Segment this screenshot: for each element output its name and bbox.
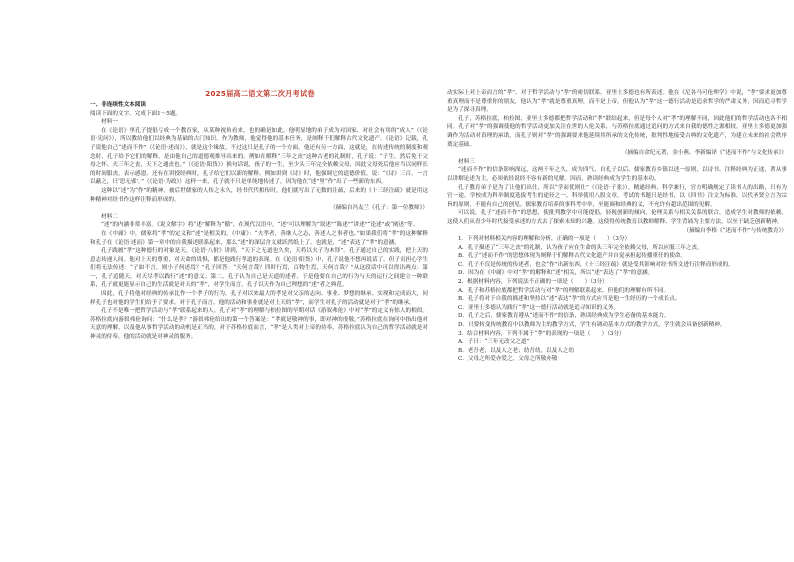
material3-source: （摘编自李格《“述而不作”与传统教育》）: [683, 227, 787, 234]
material2-paragraph: 孔子，苏格拉底，柏拉图，亚里士多德都把哲学活动和“孝”联结起来，但是每个人对“孝”的理解不同，因此他们的哲学活动也各不相同。孔子对“孝”的强调使他的哲学活动更加关注在世的人伦关系，与苏格拉底通过追问的方式来自我的德性之源相较，亚里士多德更加强调作为活动对真理的承诺，而孔子则对“孝”的强调要求他延续其所承的文化传统，批判性地接受古典的文化遗产，为建立未来的社会秩序奠定基础。: [447, 115, 787, 148]
left-column: [90, 101, 428, 342]
question-2-option-d[interactable]: D．孔子之后，儒家教育遵从“述而不作”的信条，熟读经典成为学生必备的基本能力。: [458, 313, 670, 320]
question-2-option-a[interactable]: A．孔子和苏格拉底都把哲学活动与对“孝”的理解联系起来，但他们的理解有所不同。: [458, 287, 670, 294]
material1-label: 材料一: [101, 119, 118, 126]
material1-paragraph: 这种以“述”为“作”的精神，被后世儒家的人传之永久，经书代代相传时，他们就写出了无数的注疏，后来的《十三经注疏》就是用这种精神对经书作这样注释而形成的。: [90, 187, 428, 203]
material2-source: （摘编自余纪元著，金小燕、李新编译《“述而不作”与文化传承》）: [621, 150, 787, 157]
question-2-option-b[interactable]: B．孔子将对于自我的描述和坚持以“述”表达“孝”的方式应当是他一生经历的一个成长点。: [458, 296, 681, 303]
question-1-option-c[interactable]: C．孔子不仅是传统的传述者，也会“作”出新东西，《十三经注疏》就是受其影响对经书所文进行注释而形成的。: [458, 261, 734, 268]
material2-paragraph: 在《中庸》中，儒家将“孝”的定义和“述”是相关的。《中庸》：“夫孝者，善继人之志，善述人之事者也。”如果我们将“孝”的这种解释和孔子在《论语·述而》第一章中的自我描述联系起来，那么“述”的深层含义就跃然纸上了。也就是，“述”表达了“孝”的意涵。: [90, 230, 428, 246]
question-1-option-b[interactable]: B．孔子“述而不作”的思想体现为阐释于们解释古代文化遗产并自觉承担起传播重任的使命。: [458, 253, 686, 260]
question-3-option-a[interactable]: A．子曰：“三年无改父之道”: [458, 339, 530, 346]
question-3-option-c[interactable]: C．父母之所爱亦爱之，父母之所敬亦敬: [458, 356, 558, 363]
question-2-stem: 2．根据材料内容，下列说法不正确的一项是（ ）（3分）: [458, 279, 608, 286]
question-2-option-e[interactable]: D．只要转变传统教育中以教师为主的教学方式，学生有调动基本方式的教学方式，学生就会具备创新精神。: [458, 322, 726, 329]
material3-paragraph: “述而不作”的信条影响深远，这两千年之久，成为四气，自孔子以后，儒家教育乡镇以述一原则，以诗书、注释经典为正途，著从事以讲解论述为主，必须依经说经不容有新的见解。因而，熟读经典成为学生的基本功。: [447, 167, 787, 182]
material3-label: 材料三: [458, 158, 475, 165]
material3-paragraph: 孔子教育弟子是为了让他们出仕，所以“学而优则仕”（《论语·子张》）。精通经典，科学兼行，官方明确规定了读书人的出路，只有为官一途。学校成为科举制度选拔考生的途径之一，科举使用八股文章，考试的书题只是经书，以《四书》注文为标准，以代圣贤立言为宗旨的原则，不能有自己的创见。儒家教育培养的事科考中举，至能调和经典的义，不允许有超出范围的见解。: [447, 184, 787, 208]
material2-paragraph: 孔子践履“孝”这种德行的对象是天。《论语·八佾》讲到，“天下之无道也久矣，天将以夫子为木铎”。孔子通过自己的实践，把上天的意志传递人间。他对上天的尊重，对天命的畏惧，都是他践行孝道的表现。在《论语·阳货》中，孔子说他不想再说话了，但子贡担心学生们将无法传述：“子如不言，则小子何述焉？”孔子回答：“天何言哉？四时行焉，百物生焉，天何言哉？”从这段话中可以得出两点：第一，孔子追随天，对天尽孝以践行“述”的意义；第二，孔子认为自己是天道的述者，于是他要在自己的行为与天的运行之间建立一种联系，孔子就更能显示自己的生活就是对天的“孝”，对学生而言，孔子以天作为自己理想的“述”者之典范。: [90, 248, 428, 289]
material2-paragraph: 因此，孔子将他对经典的传承比作一个孝子的行为，孔子对以来最大的孝是对父亲的志向、事业、梦想的继承。实现和完成而大，同样孔子也对他的学生们给予了要求。对于孔子而言，他的活动和事业就是对上天的“孝”，而学生对孔子的活动就是对于“孝”的继承。: [90, 291, 428, 306]
material3-paragraph: 可以说，孔子“述而不作”的思想，使批判教学中可能提倡，轻视创新的倾向，伦理关系与相关关系的联合，造成学生对教师的依赖，这使人们从青少年时代接受承述的方式去了探索未知的兴趣。这使得传统教育以教师解释、学生背诵为主要方法，以至于缺乏创新精神。: [447, 210, 787, 225]
question-1-option-a[interactable]: A．孔子描述了“三年之丧”的礼制，认为孩子应在生命的头三年完全依赖父母，所以应服三年之丧。: [458, 244, 703, 251]
question-1-option-d[interactable]: D．因为在《中庸》中对“孝”的解释和“述”相关，所以“述”表达了“孝”的意涵。: [458, 270, 654, 277]
material2-paragraph: 孔子不是唯一把哲学活动与“孝”联系起来的人。孔子对“孝”的理解与柏拉图的早期对话《游叙弗伦》中对“孝”的定义有惊人的相似。苏格拉底向游叙弗伦询问：“什么是孝？”游叙弗伦给出的第一个答案是：“孝就是敬神的事，即对神的虔敬。”苏格拉底在询问中指出他对天意的理解，以及他从事哲学活动的动机是正当的，对于苏格拉底而言，“孝”是人类对上帝的侍奉，苏格拉底认为自己的哲学活动就是对神灵的侍奉，他的活动就是对神灵的服务。: [90, 308, 428, 341]
material2-paragraph: 动实际上对上帝而言的“孝”。对于哲学活动与“孝”的密切联系，亚里士多德也有所表述。他在《尼各马可伦理学》中说，“孝”要求更加尊重真理而不是尊重你的朋友，他认为“孝”就是尊重真理，而不是上帝，但他认为“孝”这一德行活动是追求哲学的严肃义务，因而追寻哲学是为了探寻真理。: [447, 90, 787, 114]
material2-label: 材料二: [101, 213, 118, 220]
section-heading: 一、非连续性文本阅读: [90, 102, 146, 108]
instruction: 阅读下面的文字，完成下面1～5题。: [90, 110, 182, 117]
material2-paragraph: “述”的内涵非常丰富。《说文解字》将“述”解释为“循”，在现代汉语中，“述”可以理解为“叙述”“陈述”“讲述”“论述”或“阐述”等。: [101, 222, 419, 229]
question-1-stem: 1．下列对材料相关内容的理解和分析，正确的一项是（ ）（3分）: [458, 236, 631, 243]
material1-paragraph: 在《论语》里孔子提倡亏成一个教育家，从某种视角看来，也的确是如此。他明显地的弟子成为对国家、对社会有用的“成人”（《论语·宪问》），所以教给他们以经典为基础的古门知识，作为教师，他觉得他的基本任务，是阐释于们解释古代文化遗产。《论语》记载，孔子说他自己“述而不作”（《论语·述而》），就是这个缘故。不过这只是孔子的一个方面，他还有另一方面，这就是，在传述传统的制度和观念时，孔子给予它们的解释，是由他自己的道德观推导出来的。例如在解释“三年之丧”这种古老的礼制时，孔子说：“子生，然后免于父母之怀。夫三年之丧，天下之通丧也。”（《论语·阳货》）换句话说，孩子的一生，至少头三年完全依赖父母，因此父母死后他应当以同样长的时间服丧，表示感恩。还有在讲授经典时，孔子给它们以新的解释。例如讲到《诗》时，他强调它的道德价值，说：“《诗》三百，一言以蔽之，曰‘思无邪’。”（《论语·为政》）这样一来，孔子就不只是单纯地传述了，因为他在“述”里“作”出了一些新的东西。: [90, 127, 428, 186]
question-3-option-b[interactable]: B．老吾老，以及人之老；幼吾幼，以及人之幼: [458, 347, 574, 354]
exam-title: 2025届高二语文第二次月考试卷: [205, 89, 315, 98]
material1-source: （摘编自冯友兰《孔子：第一位教师》）: [330, 205, 428, 212]
right-column: [447, 89, 787, 364]
question-2-option-c[interactable]: C．亚里士多德认为践行“孝”这一德行活动就是追寻知识的义务。: [458, 304, 620, 311]
question-3-stem: 3．结合材料内容，下列不属于“孝”的表现的一项是（ ）（3分）: [458, 330, 625, 337]
